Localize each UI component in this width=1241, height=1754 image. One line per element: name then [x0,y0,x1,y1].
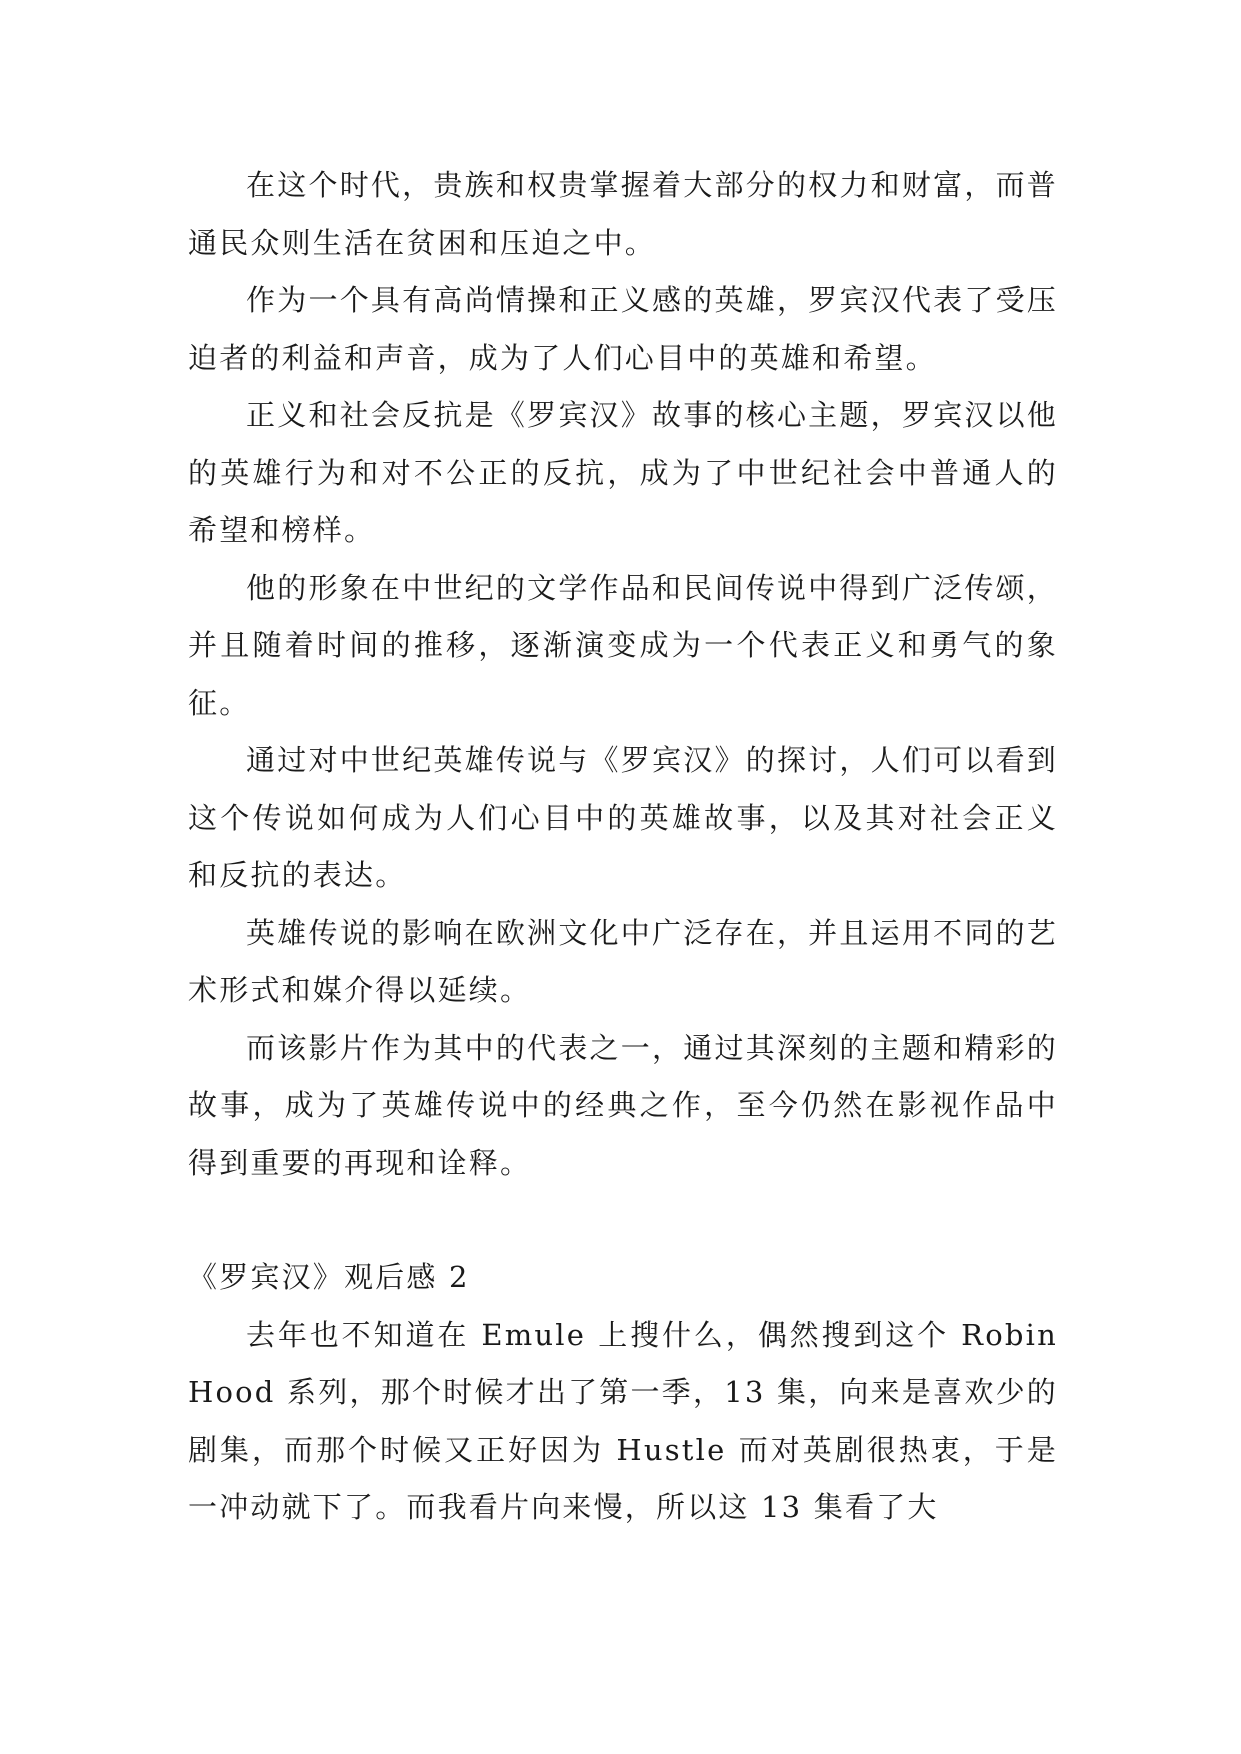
paragraph-6: 英雄传说的影响在欧洲文化中广泛存在，并且运用不同的艺术形式和媒介得以延续。 [188,915,1058,1007]
paragraph-4: 他的形象在中世纪的文学作品和民间传说中得到广泛传颂，并且随着时间的推移，逐渐演变成为一个代表正义和勇气的象征。 [188,570,1058,720]
document-body [188,157,1058,1537]
paragraph-3: 正义和社会反抗是《罗宾汉》故事的核心主题，罗宾汉以他的英雄行为和对不公正的反抗，成为了中世纪社会中普通人的希望和榜样。 [188,398,1058,547]
section-heading: 《罗宾汉》观后感 2 [188,1260,470,1294]
paragraph-5: 通过对中世纪英雄传说与《罗宾汉》的探讨，人们可以看到这个传说如何成为人们心目中的英雄故事，以及其对社会正义和反抗的表达。 [188,743,1058,892]
paragraph-1: 在这个时代，贵族和权贵掌握着大部分的权力和财富，而普通民众则生活在贫困和压迫之中。 [188,168,1058,260]
paragraph-8: 去年也不知道在 Emule 上搜什么，偶然搜到这个 Robin Hood 系列，那个时候才出了第一季，13 集，向来是喜欢少的剧集，而那个时候又正好因为 Hustle 而对英剧很热衷，于是一冲动就下了。而我看片向来慢，所以这 13 集看了大 [188,1317,1058,1524]
paragraph-2: 作为一个具有高尚情操和正义感的英雄，罗宾汉代表了受压迫者的利益和声音，成为了人们心目中的英雄和希望。 [188,283,1058,375]
paragraph-7: 而该影片作为其中的代表之一，通过其深刻的主题和精彩的故事，成为了英雄传说中的经典之作，至今仍然在影视作品中得到重要的再现和诠释。 [188,1030,1058,1180]
